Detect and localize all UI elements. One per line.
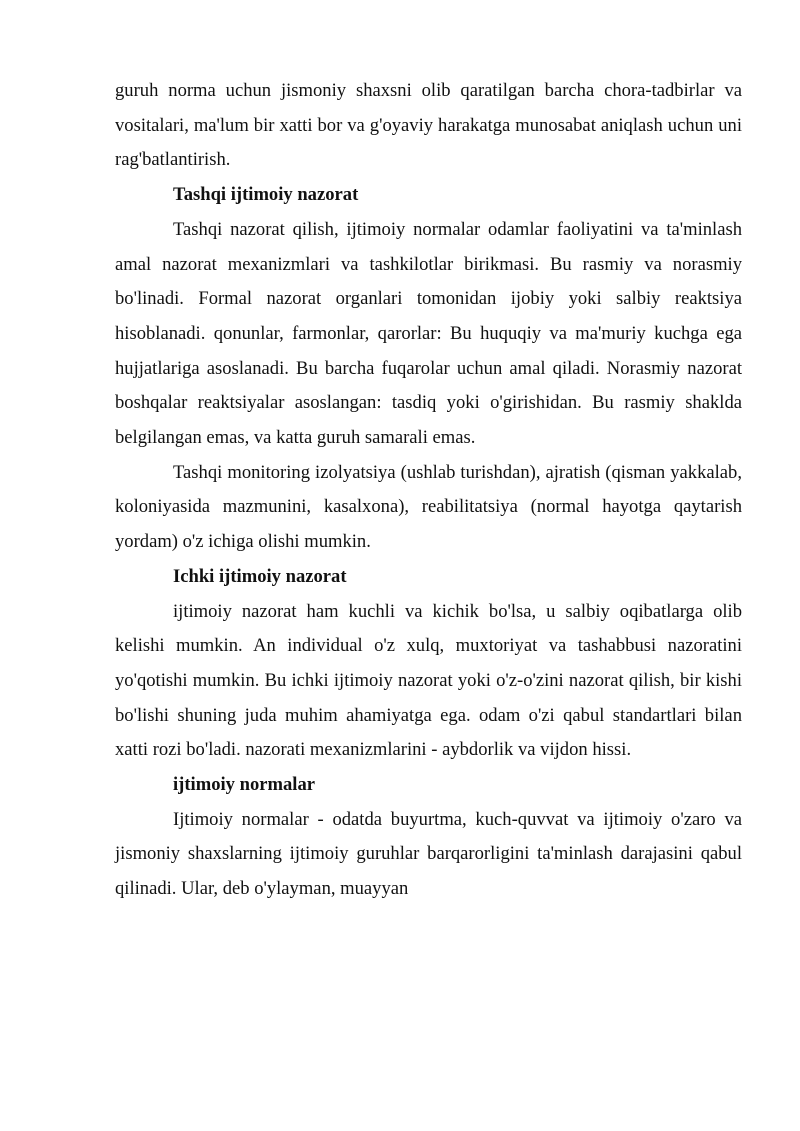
- heading-internal-social-control: Ichki ijtimoiy nazorat: [173, 565, 347, 587]
- paragraph-internal-control: ijtimoiy nazorat ham kuchli va kichik bo'lsa, u salbiy oqibatlarga olib kelishi mumkin. An individual o'z xulq, muxtoriyat va tashabbusi nazoratini yo'qotishi mumkin. Bu ichki ijtimoiy nazorat yoki o'z-o'zini nazorat qilish, bir kishi bo'lishi shuning juda muhim ahamiyatga ega. odam o'zi qabul standartlari bilan xatti rozi bo'ladi. nazorati mexanizmlarini - aybdorlik va vijdon hissi.: [115, 600, 742, 761]
- paragraph-social-norms: Ijtimoiy normalar - odatda buyurtma, kuch-quvvat va ijtimoiy o'zaro va jismoniy shaxslarning ijtimoiy guruhlar barqarorligini ta'minlash darajasini qabul qilinadi. Ular, deb o'ylayman, muayyan: [115, 808, 742, 900]
- paragraph-intro: guruh norma uchun jismoniy shaxsni olib qaratilgan barcha chora-tadbirlar va vositalari, ma'lum bir xatti bor va g'oyaviy harakatga munosabat aniqlash uchun uni rag'batlantirish.: [115, 80, 742, 171]
- heading-external-social-control: Tashqi ijtimoiy nazorat: [173, 184, 359, 206]
- document-page: [115, 74, 742, 907]
- heading-social-norms: ijtimoiy normalar: [173, 774, 316, 796]
- paragraph-external-monitoring: Tashqi monitoring izolyatsiya (ushlab turishdan), ajratish (qisman yakkalab, koloniyasida mazmunini, kasalxona), reabilitatsiya (normal hayotga qaytarish yordam) o'z ichiga olishi mumkin.: [115, 461, 742, 553]
- paragraph-external-control: Tashqi nazorat qilish, ijtimoiy normalar odamlar faoliyatini va ta'minlash amal nazorat mexanizmlari va tashkilotlar birikmasi. Bu rasmiy va norasmiy bo'linadi. Formal nazorat organlari tomonidan ijobiy yoki salbiy reaktsiya hisoblanadi. qonunlar, farmonlar, qarorlar: Bu huquqiy va ma'muriy kuchga ega hujjatlariga asoslanadi. Bu barcha fuqarolar uchun amal qiladi. Norasmiy nazorat boshqalar reaktsiyalar asoslangan: tasdiq yoki o'girishidan. Bu rasmiy shaklda belgilangan emas, va katta guruh samarali emas.: [115, 218, 742, 449]
